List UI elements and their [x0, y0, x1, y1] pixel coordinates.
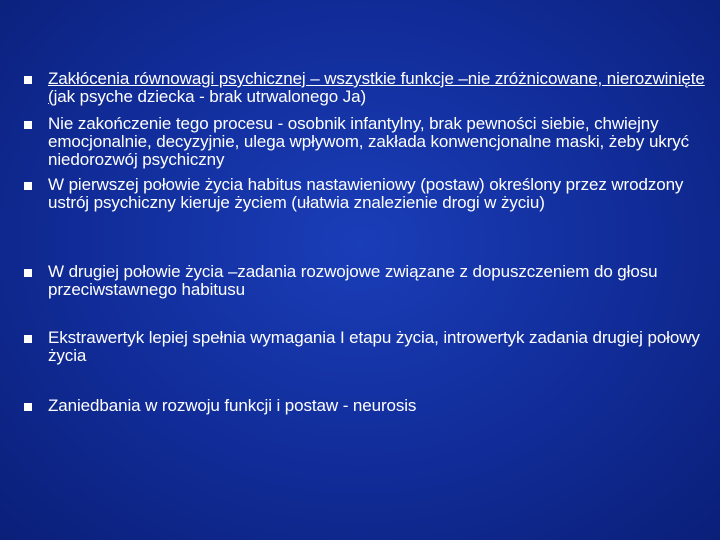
square-bullet-icon	[24, 335, 32, 343]
square-bullet-icon	[24, 182, 32, 190]
bullet-text: Ekstrawertyk lepiej spełnia wymagania I etapu życia, introwertyk zadania drugiej połowy życia	[48, 328, 700, 365]
bullet-text: W drugiej połowie życia –zadania rozwojowe związane z dopuszczeniem do głosu przeciwstawnego habitusu	[48, 262, 658, 299]
square-bullet-icon	[24, 403, 32, 411]
square-bullet-icon	[24, 121, 32, 129]
bullet-text: W pierwszej połowie życia habitus nastawieniowy (postaw) określony przez wrodzony ustrój psychiczny kieruje życiem (ułatwia znalezienie drogi w życiu)	[48, 175, 684, 212]
square-bullet-icon	[24, 269, 32, 277]
bullet-text	[48, 70, 716, 106]
bullet-text: Nie zakończenie tego procesu - osobnik infantylny, brak pewności siebie, chwiejny emocjonalnie, decyzyjnie, ulega wpływom, zakłada konwencjonalne maski, żeby ukryć niedorozwój psychiczny	[48, 114, 690, 169]
underlined-text: Zakłócenia równowagi psychicznej – wszystkie funkcje –nie zróżnicowane, nierozwinięte (	[48, 69, 705, 106]
bullet-text-rest: jak psyche dziecka - brak utrwalonego Ja)	[53, 87, 367, 106]
bullet-text: Zaniedbania w rozwoju funkcji i postaw - neurosis	[48, 396, 417, 415]
square-bullet-icon	[24, 76, 32, 84]
